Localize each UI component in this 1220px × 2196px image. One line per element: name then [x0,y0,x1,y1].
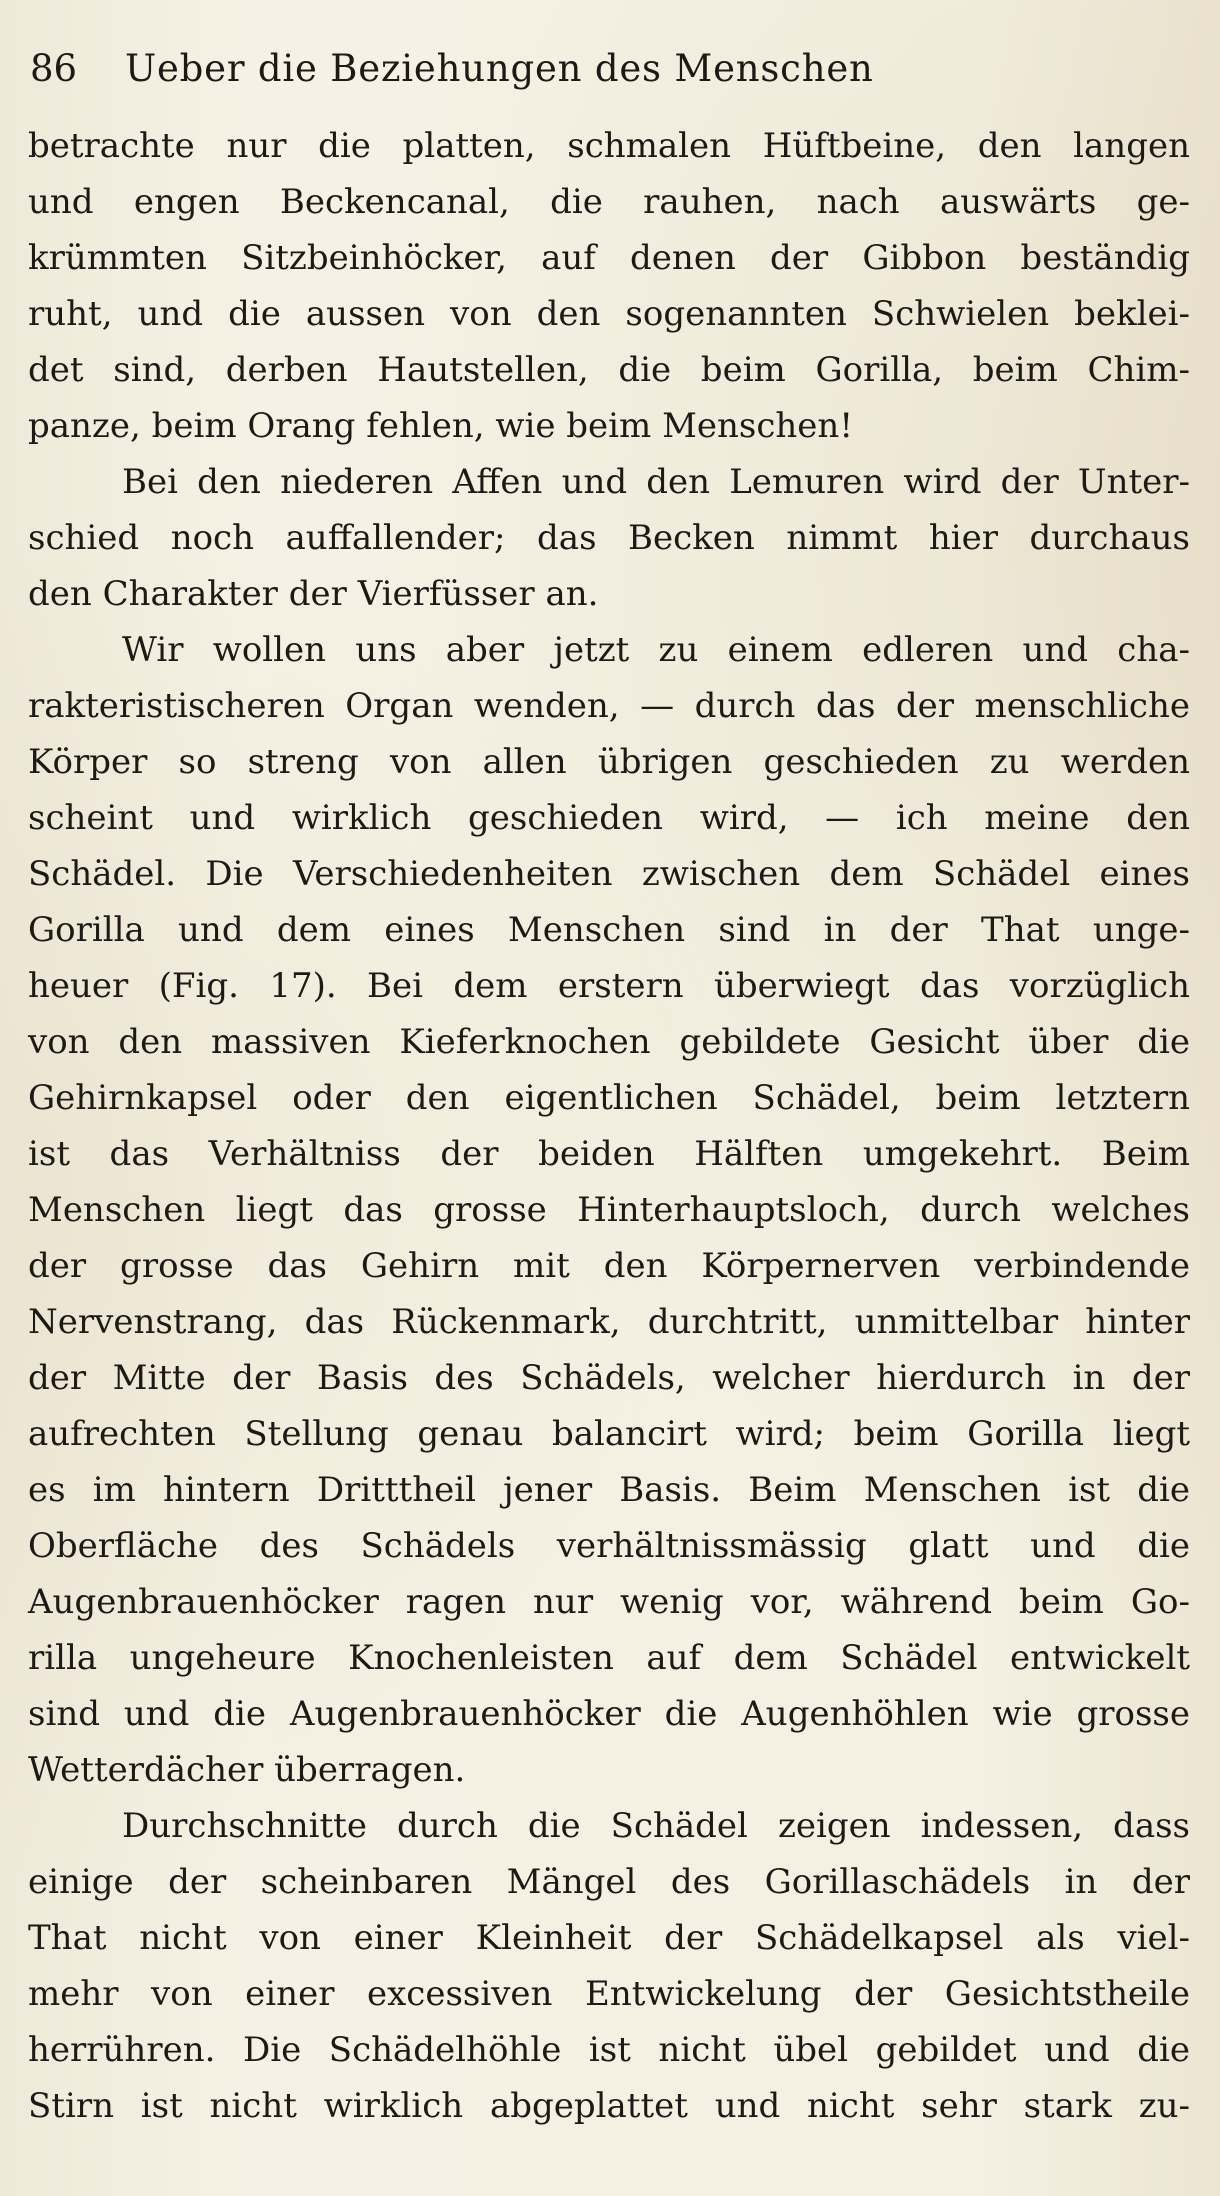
text-line: rakteristischeren Organ wenden, — durch das der menschliche [28,686,1190,726]
text-line: es im hintern Dritttheil jener Basis. Beim Menschen ist die [28,1470,1190,1510]
text-line: Stirn ist nicht wirklich abgeplattet und nicht sehr stark zu- [28,2086,1190,2126]
text-line: Schädel. Die Verschiedenheiten zwischen dem Schädel eines [28,854,1190,894]
text-line: panze, beim Orang fehlen, wie beim Menschen! [28,406,853,446]
text-line: mehr von einer excessiven Entwickelung der Gesichtstheile [28,1974,1190,2014]
text-line: That nicht von einer Kleinheit der Schädelkapsel als viel- [28,1918,1190,1958]
text-line: scheint und wirklich geschieden wird, — ich meine den [28,798,1190,838]
text-line: herrühren. Die Schädelhöhle ist nicht übel gebildet und die [28,2030,1190,2070]
text-line: einige der scheinbaren Mängel des Gorillaschädels in der [28,1862,1190,1902]
text-line: det sind, derben Hautstellen, die beim Gorilla, beim Chim- [28,350,1190,390]
text-line: aufrechten Stellung genau balancirt wird; beim Gorilla liegt [28,1414,1190,1454]
text-line: krümmten Sitzbeinhöcker, auf denen der Gibbon beständig [28,238,1190,278]
text-line: schied noch auffallender; das Becken nimmt hier durchaus [28,518,1190,558]
paragraph-first-line: Wir wollen uns aber jetzt zu einem edleren und cha- [122,630,1190,670]
text-line: Augenbrauenhöcker ragen nur wenig vor, während beim Go- [28,1582,1190,1622]
text-line: von den massiven Kieferknochen gebildete Gesicht über die [28,1022,1190,1062]
paragraph-first-line: Bei den niederen Affen und den Lemuren wird der Unter- [122,462,1190,502]
text-line: Wetterdächer überragen. [28,1750,466,1790]
text-line: der grosse das Gehirn mit den Körpernerven verbindende [28,1246,1190,1286]
text-line: Menschen liegt das grosse Hinterhauptsloch, durch welches [28,1190,1190,1230]
text-line: Oberfläche des Schädels verhältnissmässig glatt und die [28,1526,1190,1566]
text-line: sind und die Augenbrauenhöcker die Augenhöhlen wie grosse [28,1694,1190,1734]
text-line: rilla ungeheure Knochenleisten auf dem Schädel entwickelt [28,1638,1190,1678]
running-title: Ueber die Beziehungen des Menschen [125,47,874,90]
page-header [30,44,1030,94]
text-line: Nervenstrang, das Rückenmark, durchtritt, unmittelbar hinter [28,1302,1190,1342]
text-line: Körper so streng von allen übrigen geschieden zu werden [28,742,1190,782]
text-line: ist das Verhältniss der beiden Hälften umgekehrt. Beim [28,1134,1190,1174]
text-line: Gehirnkapsel oder den eigentlichen Schädel, beim letztern [28,1078,1190,1118]
text-line: heuer (Fig. 17). Bei dem erstern überwiegt das vorzüglich [28,966,1190,1006]
body-text [28,118,1190,2134]
text-line: der Mitte der Basis des Schädels, welcher hierdurch in der [28,1358,1190,1398]
text-line: betrachte nur die platten, schmalen Hüftbeine, den langen [28,126,1190,166]
paragraph-first-line: Durchschnitte durch die Schädel zeigen indessen, dass [122,1806,1190,1846]
text-line: den Charakter der Vierfüsser an. [28,574,599,614]
text-line: Gorilla und dem eines Menschen sind in der That unge- [28,910,1190,950]
text-line: ruht, und die aussen von den sogenannten Schwielen beklei- [28,294,1190,334]
text-line: und engen Beckencanal, die rauhen, nach auswärts ge- [28,182,1190,222]
page-number: 86 [30,47,78,90]
